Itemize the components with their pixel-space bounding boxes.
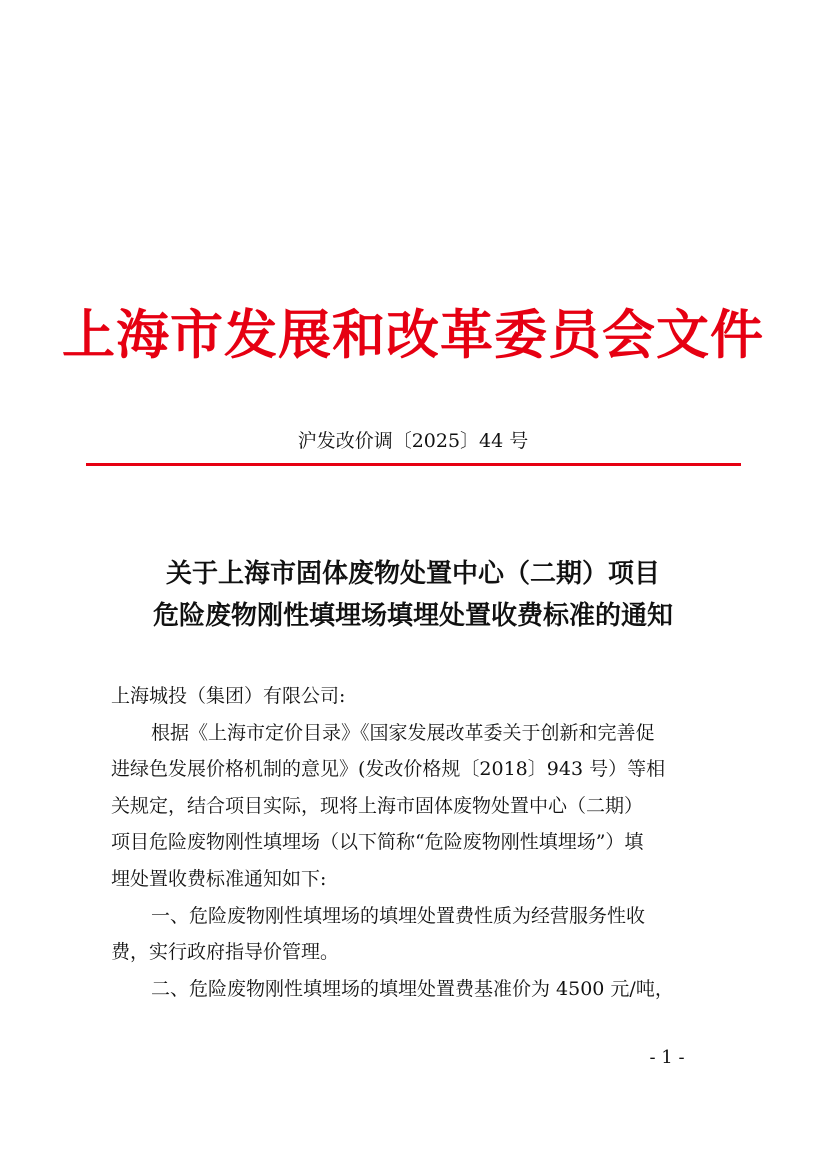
title-line-2: 危险废物刚性填埋场填埋处置收费标准的通知 <box>152 601 673 631</box>
notice-title <box>0 553 826 637</box>
body-line: 进绿色发展价格机制的意见》(发改价格规〔2018〕943 号）等相 <box>111 758 666 781</box>
body-line: 关规定，结合项目实际，现将上海市固体废物处置中心（二期） <box>111 794 644 817</box>
document-number: 沪发改价调〔2025〕44 号 <box>297 430 529 452</box>
page-number: - 1 - <box>649 1047 685 1068</box>
body-line: 一、危险废物刚性填埋场的填埋处置费性质为经营服务性收 <box>151 904 646 927</box>
body-line: 二、危险废物刚性填埋场的填埋处置费基准价为 4500 元/吨， <box>151 977 674 1000</box>
body-line: 项目危险废物刚性填埋场（以下简称“危险废物刚性填埋场”）填 <box>111 831 644 854</box>
body-line: 费，实行政府指导价管理。 <box>111 941 340 964</box>
recipient-line: 上海城投（集团）有限公司: <box>111 685 346 707</box>
notice-body <box>111 678 731 1007</box>
title-line-1: 关于上海市固体废物处置中心（二期）项目 <box>165 559 660 589</box>
masthead: 上海市发展和改革委员会文件 <box>62 304 764 366</box>
body-line: 埋处置收费标准通知如下: <box>111 867 327 890</box>
body-line: 根据《上海市定价目录》《国家发展改革委关于创新和完善促 <box>151 721 655 744</box>
red-divider-line <box>86 463 741 466</box>
